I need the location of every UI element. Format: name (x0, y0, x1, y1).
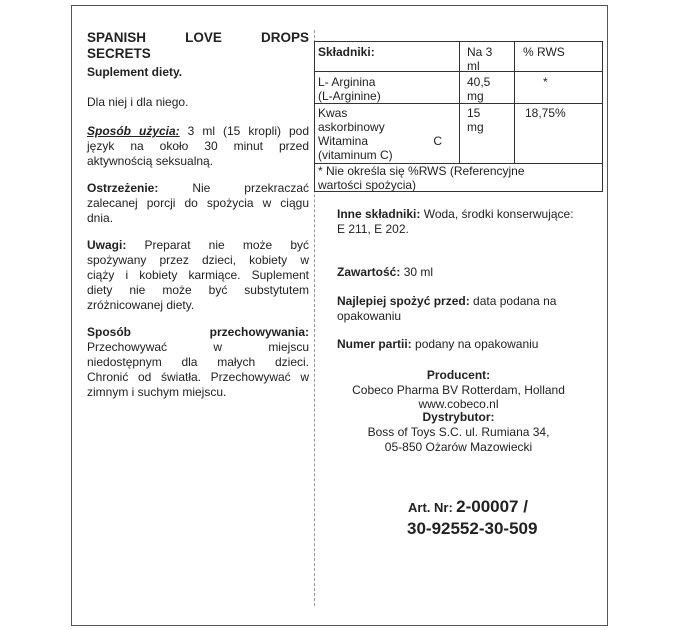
row2-ingredient-3: Witamina C (318, 134, 442, 148)
row2-ingredient-4: (vitaminum C) (318, 148, 393, 162)
bestbefore-label: Najlepiej spożyć przed: (337, 294, 470, 308)
notes-label: Uwagi: (87, 238, 127, 252)
producer-website: www.cobeco.nl (418, 397, 499, 411)
distributor-line-1: Boss of Toys S.C. ul. Rumiana 34, (367, 425, 550, 439)
table-note-1: * Nie określa się %RWS (Referencyjne (318, 164, 525, 178)
row2-ingredient-2: askorbinowy (318, 120, 385, 134)
row2-amount-2: mg (467, 120, 484, 134)
other-line-1: Woda, środki konserwujące: (423, 207, 574, 221)
row2-amount-1: 15 (467, 106, 481, 120)
bestbefore-line-2: opakowaniu (337, 309, 402, 323)
header-amount-2: ml (467, 59, 480, 73)
notes-line-4: diety nie może być substytutem (87, 283, 309, 297)
other-label: Inne składniki: (337, 207, 421, 221)
warning-line-3: dnia. (87, 211, 114, 225)
row1-amount-1: 40,5 (467, 75, 491, 89)
notes-line-2: spożywany przez dzieci, kobiety w (87, 253, 309, 267)
notes-line-1: Preparat nie może być (144, 238, 309, 252)
article-line-2: 30-92552-30-509 (407, 519, 538, 538)
bestbefore-line-1: data podana na (473, 294, 557, 308)
content-value: 30 ml (403, 265, 434, 279)
row1-rws: * (543, 75, 548, 89)
notes-line-3: ciąży i kobiety karmiące. Suplement (87, 268, 309, 282)
storage-label-1: Sposób (87, 325, 131, 339)
usage-label: Sposób użycia: (87, 124, 180, 138)
content-label: Zawartość: (337, 265, 401, 279)
row1-amount-2: mg (467, 89, 484, 103)
batch-info (337, 337, 538, 352)
other-line-2: E 211, E 202. (337, 222, 409, 236)
storage-line-4: Chronić od światła. Przechowywać w (87, 370, 309, 384)
row2-rws: 18,75% (525, 106, 566, 120)
table-note-2: wartości spożycia) (318, 178, 417, 192)
producer-line-1: Cobeco Pharma BV Rotterdam, Holland (352, 383, 565, 397)
header-ingredients: Składniki: (318, 45, 375, 59)
storage-line-5: zimnym i suchym miejscu. (87, 385, 227, 399)
batch-value: podany na opakowaniu (415, 337, 539, 351)
row2-ingredient-1: Kwas (318, 106, 348, 120)
row1-ingredient-2: (L-Arginine) (318, 89, 381, 103)
header-rws: % RWS (523, 45, 565, 59)
usage-line-2: język na około 30 minut przed (87, 139, 309, 153)
row1-ingredient-1: L- Arginina (318, 75, 376, 89)
header-amount-1: Na 3 (467, 45, 493, 59)
batch-label: Numer partii: (337, 337, 412, 351)
article-label: Art. Nr: (408, 500, 453, 515)
warning-label: Ostrzeżenie: (87, 181, 159, 195)
distributor-label: Dystrybutor: (422, 410, 495, 424)
warning-line-1: Nie przekraczać (192, 181, 309, 195)
producer-label: Producent: (426, 368, 491, 382)
ingredients-table (314, 41, 603, 192)
notes-line-5: zróżnicowanej diety. (87, 298, 195, 312)
storage-line-2: Przechowywać w miejscu (87, 340, 309, 354)
article-line-1: 2-00007 / (456, 497, 528, 516)
title-line-1: SPANISH LOVE DROPS (87, 30, 309, 45)
content-info (337, 265, 433, 280)
storage-line-3: niedostępnym dla małych dzieci. (87, 355, 309, 369)
usage-line-3: aktywnością seksualną. (87, 154, 214, 168)
intro-text: Dla niej i dla niego. (87, 95, 189, 109)
subtitle: Suplement diety. (87, 65, 183, 79)
storage-label-2: przechowywania: (209, 325, 309, 339)
usage-line-1: 3 ml (15 kropli) pod (187, 124, 309, 138)
table-row-line-1 (315, 71, 602, 72)
warning-line-2: zalecanej porcji do spożycia w ciągu (87, 196, 309, 210)
title-line-2: SECRETS (87, 46, 151, 61)
distributor-line-2: 05-850 Ożarów Mazowiecki (384, 440, 533, 454)
